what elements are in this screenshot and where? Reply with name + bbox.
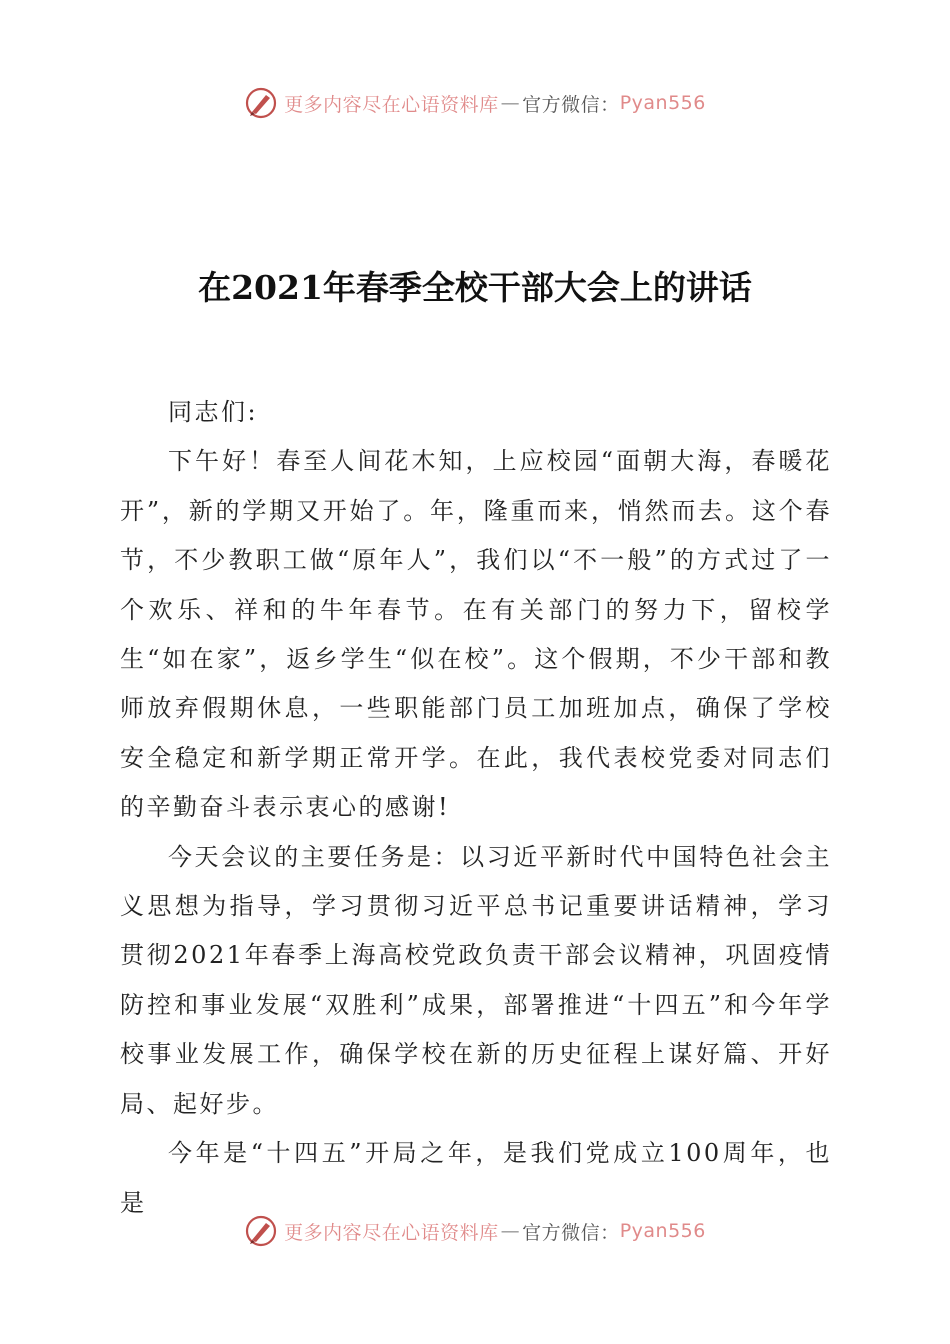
document-body	[120, 388, 832, 1228]
document-title: 在2021年春季全校干部大会上的讲话	[198, 268, 752, 307]
watermark-separator: —	[500, 92, 521, 114]
watermark-text: 更多内容尽在心语资料库	[284, 1221, 499, 1244]
watermark-separator: —	[500, 1220, 521, 1242]
watermark-wechat-label: 官方微信：	[522, 1221, 620, 1244]
pen-logo-icon	[244, 1214, 278, 1248]
pen-logo-icon	[244, 86, 278, 120]
watermark-wechat-id: Pyan556	[619, 92, 706, 114]
paragraph-this-year: 今年是“十四五”开局之年，是我们党成立100周年，也是	[120, 1139, 832, 1217]
paragraph-meeting-tasks: 今天会议的主要任务是：以习近平新时代中国特色社会主义思想为指导，学习贯彻习近平总书记重要讲话精神，学习贯彻2021年春季上海高校党政负责干部会议精神，巩固疫情防控和事业发展“双胜利”成果，部署推进“十四五”和今年学校事业发展工作，确保学校在新的历史征程上谋好篇、开好局、起好步。	[120, 842, 832, 1118]
salutation: 同志们:	[168, 398, 259, 426]
watermark-wechat-label: 官方微信：	[522, 93, 620, 116]
header-watermark	[0, 83, 950, 123]
watermark-wechat-id: Pyan556	[619, 1220, 706, 1242]
paragraph-greeting: 下午好！春至人间花木知，上应校园“面朝大海，春暖花开”，新的学期又开始了。年，隆重而来，悄然而去。这个春节，不少教职工做“原年人”，我们以“不一般”的方式过了一个欢乐、祥和的牛年春节。在有关部门的努力下，留校学生“如在家”，返乡学生“似在校”。这个假期，不少干部和教师放弃假期休息，一些职能部门员工加班加点，确保了学校安全稳定和新学期正常开学。在此，我代表校党委对同志们的辛勤奋斗表示衷心的感谢!	[120, 447, 832, 822]
footer-watermark	[0, 1211, 950, 1251]
watermark-text: 更多内容尽在心语资料库	[284, 93, 499, 116]
